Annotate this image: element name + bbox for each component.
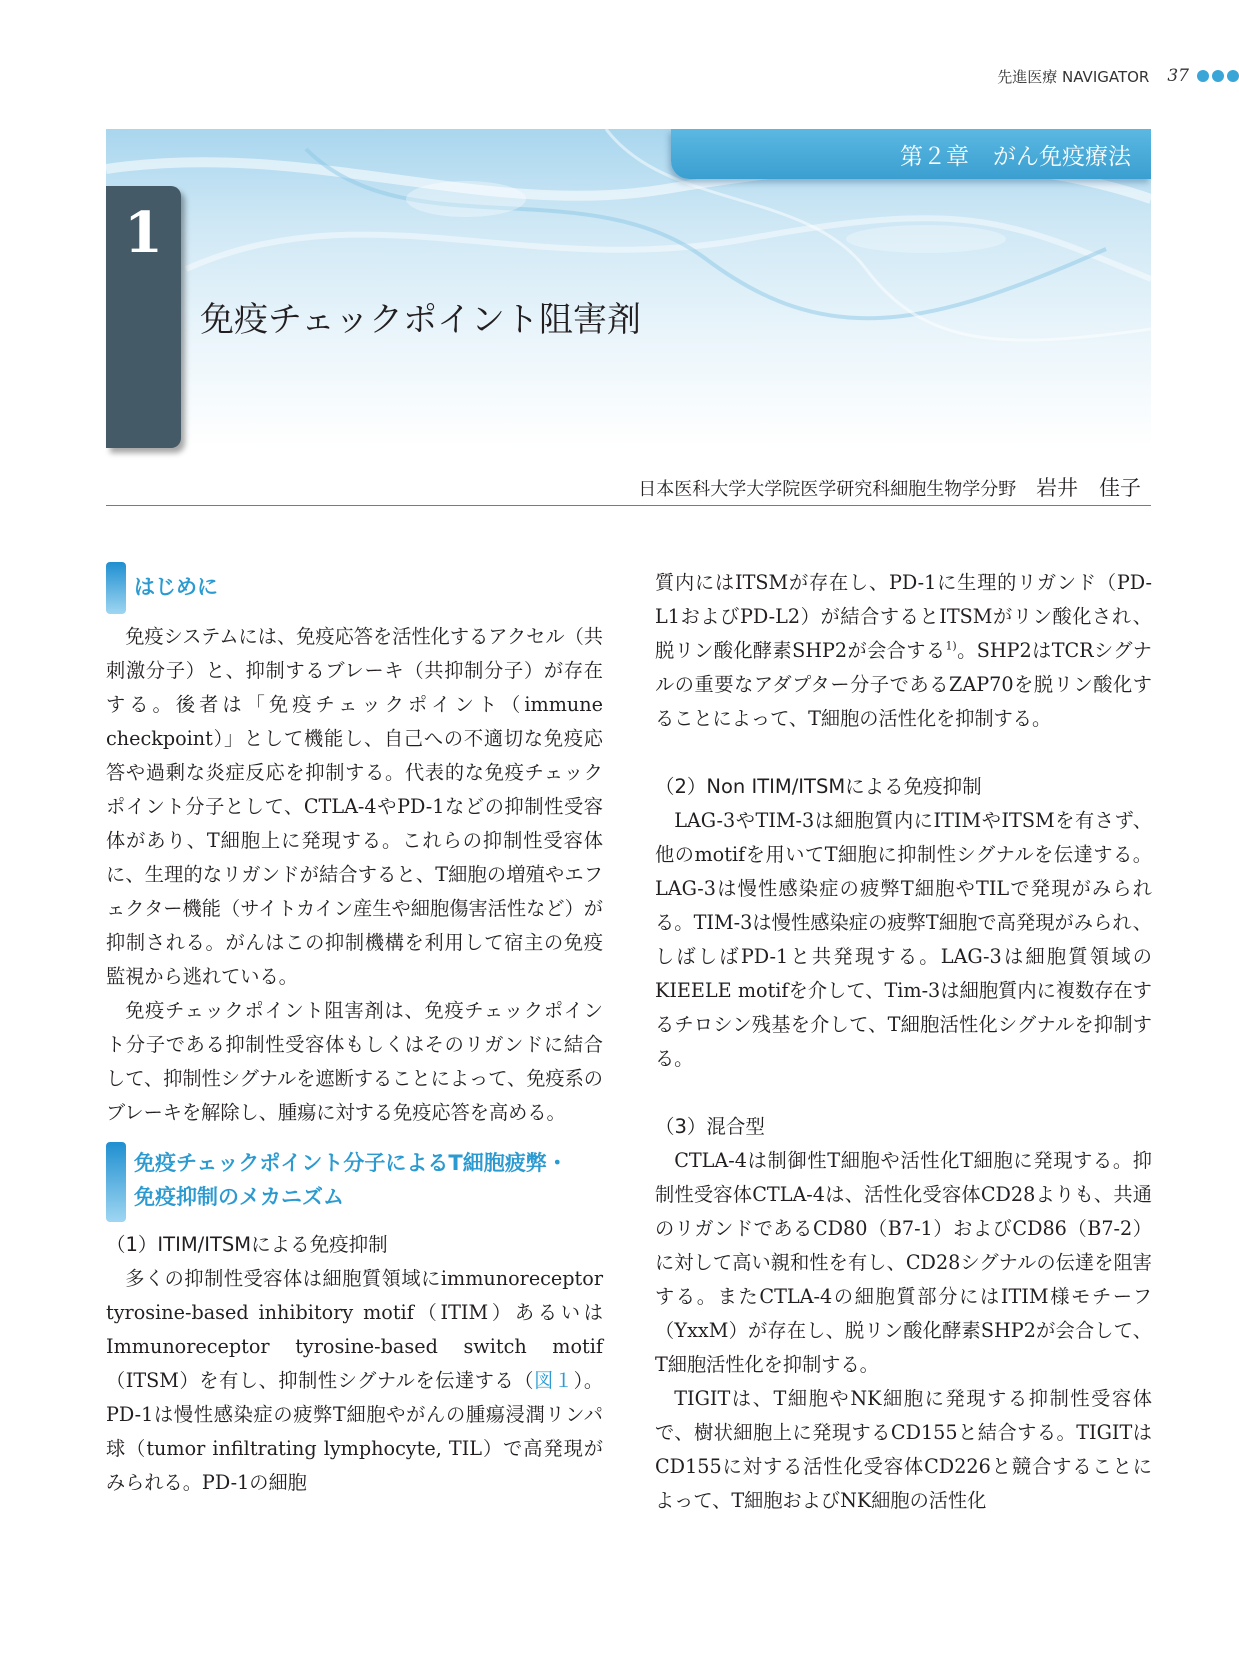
intro-paragraph-1: 免疫システムには、免疫応答を活性化するアクセル（共刺激分子）と、抑制するブレーキ（共抑制分子）が存在する。後者は「免疫チェックポイント（immune checkpoint）」として機能し、自己への不適切な免疫応答や過剰な炎症反応を抑制する。代表的な免疫チェックポイント分子として、CTLA-4やPD-1などの抑制性受容体があり、T細胞上に発現する。これらの抑制性受容体に、生理的なリガンドが結合すると、T細胞の増殖やエフェクター機能（サイトカイン産生や細胞傷害活性など）が抑制される。がんはこの抑制機構を利用して宿主の免疫監視から逃れている。 (106, 625, 603, 988)
left-column (106, 564, 603, 1500)
subsection-2-paragraph: LAG-3やTIM-3は細胞質内にITIMやITSMを有さず、他のmotifを用いてT細胞に抑制性シグナルを伝達する。LAG-3は慢性感染症の疲弊T細胞やTILで発現がみられる。TIM-3は慢性感染症の疲弊T細胞で高発現がみられ、しばしばPD-1と共発現する。LAG-3は細胞質領域のKIEELE motifを介して、Tim-3は細胞質内に複数存在するチロシン残基を介して、T細胞活性化シグナルを抑制する。 (655, 809, 1152, 1070)
right-column (655, 566, 1152, 1518)
chapter-title: がん免疫療法 (993, 143, 1131, 170)
header-divider (106, 505, 1151, 506)
heading-marker (106, 1142, 126, 1222)
author-affiliation: 日本医科大学大学院医学研究科細胞生物学分野 (638, 479, 1017, 500)
subsection-1-paragraph: 多くの抑制性受容体は細胞質領域にimmunoreceptor tyrosine-based inhibitory motif（ITIM）あるいはImmunoreceptor tyrosine-based switch motif（ITSM）を有し、抑制性シグナルを伝達する（図１）。PD-1は慢性感染症の疲弊T細胞やがんの腫瘍浸潤リンパ球（tumor infiltrating lymphocyte, TIL）で高発現がみられる。PD-1の細胞 (106, 1267, 604, 1494)
author-line (638, 472, 1141, 502)
continuation-paragraph: 質内にはITSMが存在し、PD-1に生理的リガンド（PD-L1およびPD-L2）が結合するとITSMがリン酸化され、脱リン酸化酵素SHP2が会合する$^{1)}$。SHP2はTCRシグナルの重要なアダプター分子であるZAP70を脱リン酸化することによって、T細胞の活性化を抑制する。 (655, 571, 1152, 730)
subsection-heading-3: （3）混合型 (655, 1115, 765, 1138)
chapter-label: 第２章 (900, 143, 969, 170)
author-name: 岩井 佳子 (1036, 476, 1141, 500)
article-number: 1 (124, 200, 163, 266)
subsection-heading-1: （1）ITIM/ITSMによる免疫抑制 (106, 1233, 388, 1256)
intro-paragraph-2: 免疫チェックポイント阻害剤は、免疫チェックポイント分子である抑制性受容体もしくはそのリガンドに結合して、抑制性シグナルを遮断することによって、免疫系のブレーキを解除し、腫瘍に対する免疫応答を高める。 (106, 999, 603, 1124)
title-banner (106, 129, 1151, 447)
article-number-block (106, 186, 181, 448)
decorative-dots (1197, 70, 1239, 82)
figure-1-reference[interactable]: 図１ (534, 1369, 574, 1392)
running-title: 先進医療 NAVIGATOR (997, 67, 1150, 86)
subsection-3-paragraph-1: CTLA-4は制御性T細胞や活性化T細胞に発現する。抑制性受容体CTLA-4は、活性化受容体CD28よりも、共通のリガンドであるCD80（B7-1）およびCD86（B7-2）に対して高い親和性を有し、CD28シグナルの伝達を阻害する。またCTLA-4の細胞質部分にはITIM様モチーフ（YxxM）が存在し、脱リン酸化酵素SHP2が会合して、T細胞活性化を抑制する。 (655, 1149, 1152, 1376)
section-heading-intro (106, 570, 603, 614)
page-number: 37 (1167, 66, 1189, 86)
article-title: 免疫チェックポイント阻害剤 (200, 300, 641, 340)
citation-1[interactable]: 1) (945, 639, 957, 653)
subsection-3-paragraph-2: TIGITは、T細胞やNK細胞に発現する抑制性受容体で、樹状細胞上に発現するCD155と結合する。TIGITはCD155に対する活性化受容体CD226と競合することによって、T細胞およびNK細胞の活性化 (655, 1387, 1152, 1512)
heading-marker (106, 562, 126, 614)
section-heading-mechanism (106, 1146, 603, 1222)
mechanism-heading-line1: 免疫チェックポイント分子によるT細胞疲弊・ (134, 1151, 568, 1175)
running-header (997, 62, 1239, 90)
subsection-heading-2: （2）Non ITIM/ITSMによる免疫抑制 (655, 775, 982, 798)
chapter-tab (671, 129, 1151, 179)
mechanism-heading-line2: 免疫抑制のメカニズム (134, 1185, 344, 1209)
intro-heading: はじめに (134, 575, 218, 599)
